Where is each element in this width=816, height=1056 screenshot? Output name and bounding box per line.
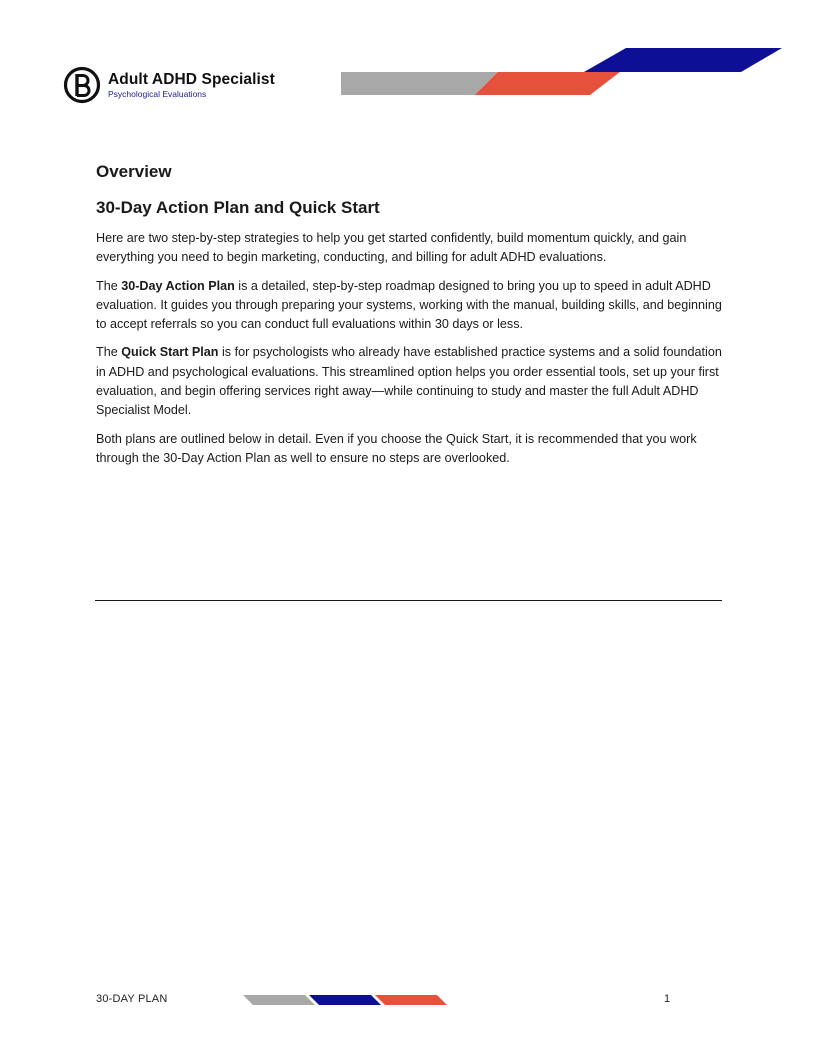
action-plan-bold: 30-Day Action Plan xyxy=(121,278,235,293)
header-navy-bar xyxy=(584,48,782,72)
page-number: 1 xyxy=(664,993,671,1005)
brand-logo xyxy=(63,66,275,104)
brand-subtitle: Psychological Evaluations xyxy=(108,88,207,99)
brand-logo-mark-icon xyxy=(63,66,101,104)
horizontal-divider xyxy=(95,600,722,601)
overview-heading: Overview xyxy=(96,162,172,181)
intro-paragraph: Here are two step-by-step strategies to help you get started confidently, build momentum quickly, and gain everything you need to begin marketing, conducting, and billing for adult ADHD evaluations. xyxy=(96,231,687,265)
section-title: 30-Day Action Plan and Quick Start xyxy=(96,198,380,217)
action-plan-rest: is a detailed, step-by-step roadmap designed to bring you up to speed in adult ADHD evaluation. It guides you through preparing your systems, working with the manual, building skills, and beginning to accept referrals so you can conduct full evaluations within 30 days or less. xyxy=(96,278,722,332)
footer-decorative-bars xyxy=(243,993,448,1007)
brand-title: Adult ADHD Specialist xyxy=(108,71,275,88)
document-body xyxy=(96,160,726,468)
header-red-bar xyxy=(475,72,620,95)
footer-gray-bar xyxy=(243,995,315,1005)
quick-start-bold: Quick Start Plan xyxy=(121,345,219,360)
quick-start-lead: The xyxy=(96,345,122,360)
footer-red-bar xyxy=(375,995,447,1005)
footer-navy-bar xyxy=(309,995,381,1005)
action-plan-paragraph xyxy=(96,277,726,335)
quick-start-paragraph xyxy=(96,343,726,420)
closing-paragraph: Both plans are outlined below in detail. Even if you choose the Quick Start, it is recommended that you work through the 30-Day Action Plan as well to ensure no steps are overlooked. xyxy=(96,431,697,465)
footer-label: 30-DAY PLAN xyxy=(96,993,168,1005)
quick-start-rest: is for psychologists who already have established practice systems and a solid foundation in ADHD and psychological evaluations. This streamlined option helps you order essential tools, set up your first evaluation, and begin offering services right away—while continuing to study and master the full Adult ADHD Specialist Model. xyxy=(96,345,722,418)
action-plan-lead: The xyxy=(96,278,122,293)
header-gray-bar xyxy=(341,72,498,95)
